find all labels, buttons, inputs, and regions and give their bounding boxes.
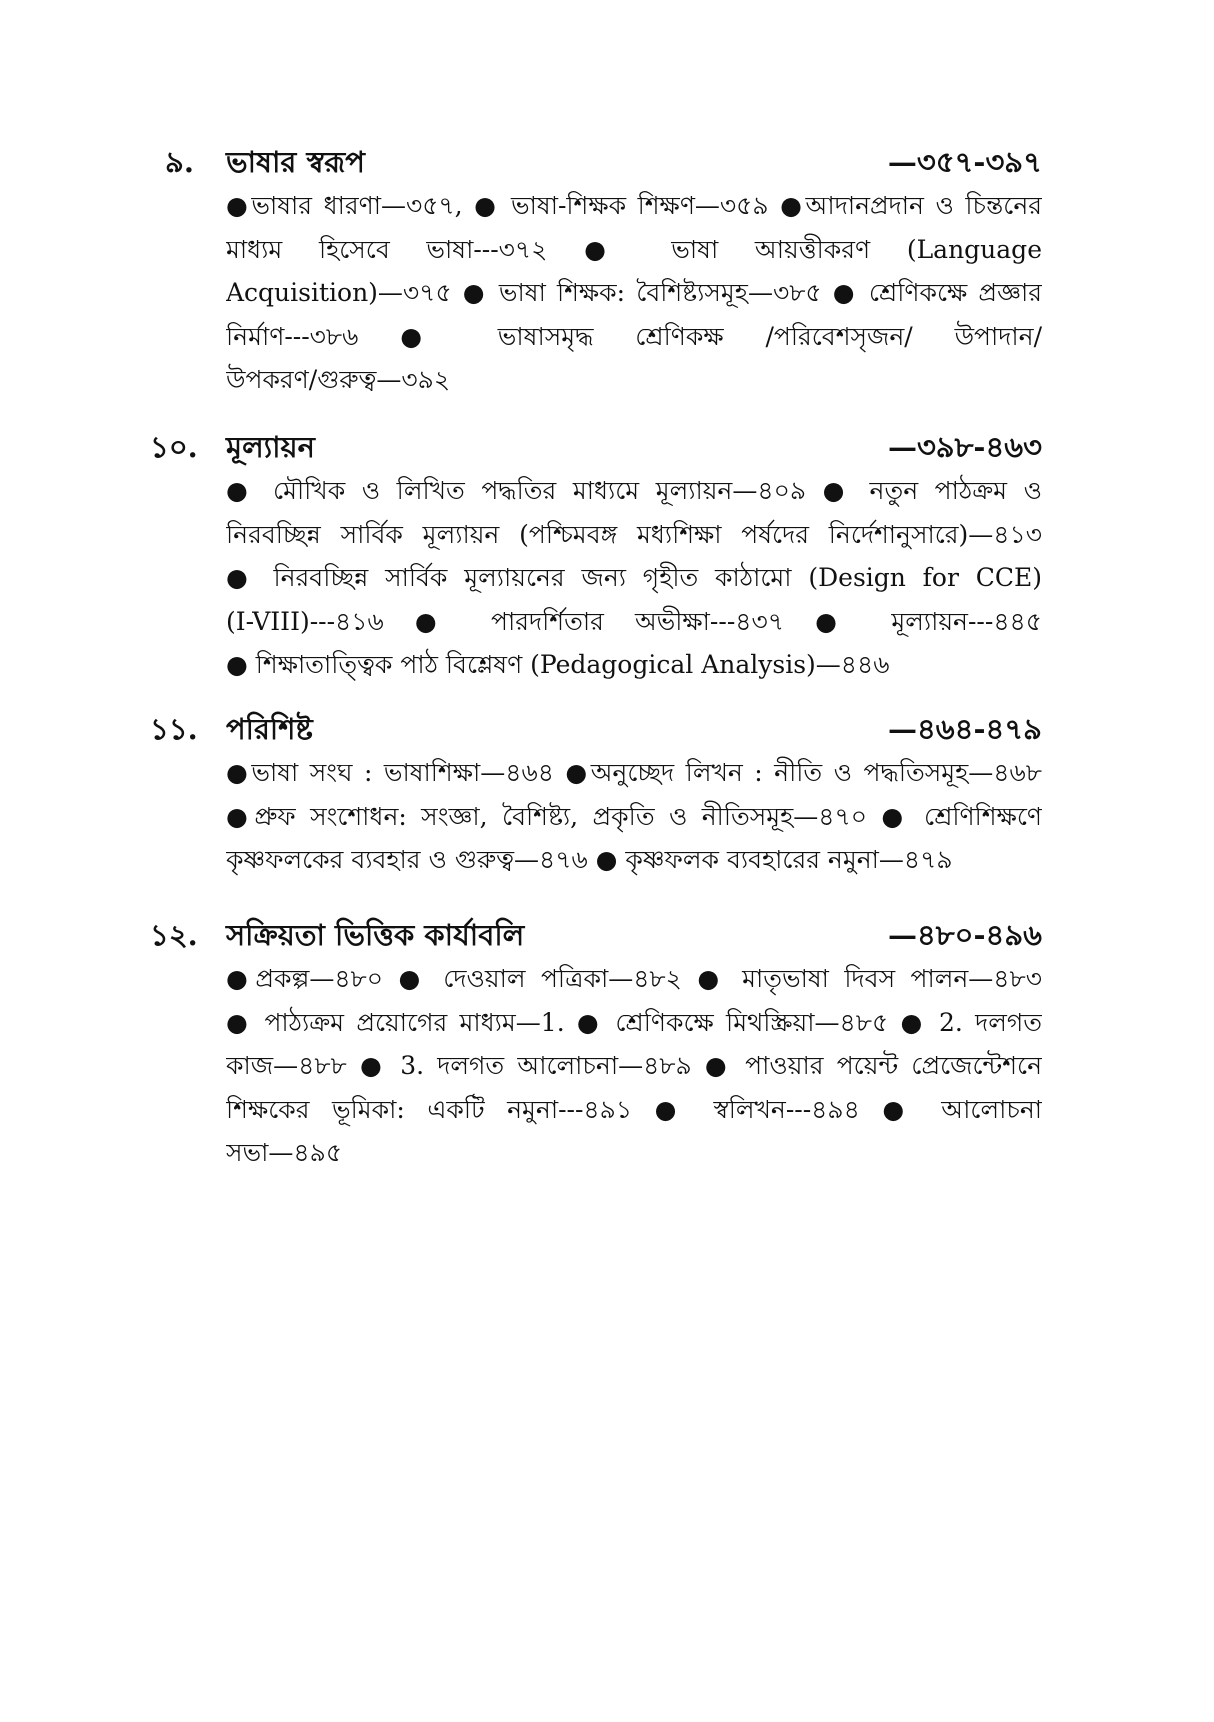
section-contents [226, 184, 1042, 402]
toc-section [0, 707, 1214, 882]
toc-section [0, 913, 1214, 1175]
contents-line: নির্মাণ---৩৮৬ ● ভাষাসমৃদ্ধ শ্রেণিকক্ষ /পরিবেশসৃজন/ উপাদান/ [226, 321, 1042, 351]
contents-line: ●প্রুফ সংশোধন: সংজ্ঞা, বৈশিষ্ট্য, প্রকৃতি ও নীতিসমূহ—৪৭০ ● শ্রেণিশিক্ষণে [226, 801, 1042, 831]
contents-line: ●ভাষার ধারণা—৩৫৭, ● ভাষা-শিক্ষক শিক্ষণ—৩৫৯ ●আদানপ্রদান ও চিন্তনের [226, 191, 1042, 220]
section-page-range: —৪৬৪-৪৭৯ [887, 712, 1042, 746]
section-title: মূল্যায়ন [226, 430, 315, 464]
section-number: ১২. [150, 918, 198, 952]
contents-line: ● পাঠ্যক্রম প্রয়োগের মাধ্যম—1. ● শ্রেণিকক্ষে মিথস্ক্রিয়া—৪৮৫ ● 2. দলগত [226, 1007, 1042, 1037]
section-number: ৯. [165, 145, 194, 179]
section-number: ১১. [150, 712, 198, 746]
contents-line: ● শিক্ষাতাত্ত্বিক পাঠ বিশ্লেষণ (Pedagogical Analysis)—৪৪৬ [226, 650, 890, 679]
section-heading [0, 913, 1214, 957]
toc-section [0, 425, 1214, 687]
section-contents [226, 957, 1042, 1175]
section-heading [0, 140, 1214, 184]
section-heading [0, 707, 1214, 751]
contents-line: সভা—৪৯৫ [226, 1138, 343, 1167]
contents-line: কৃষ্ণফলকের ব্যবহার ও গুরুত্ব—৪৭৬ ● কৃষ্ণফলক ব্যবহারের নমুনা—৪৭৯ [226, 845, 953, 874]
contents-line: নিরবচ্ছিন্ন সার্বিক মূল্যায়ন (পশ্চিমবঙ্গ মধ্যশিক্ষা পর্ষদের নির্দেশানুসারে)—৪১৩ [226, 519, 1042, 549]
contents-line: Acquisition)—৩৭৫ ● ভাষা শিক্ষক: বৈশিষ্ট্যসমূহ—৩৮৫ ● শ্রেণিকক্ষে প্রজ্ঞার [226, 278, 1042, 307]
section-title: পরিশিষ্ট [226, 712, 313, 746]
section-title: ভাষার স্বরূপ [226, 145, 365, 179]
contents-line: কাজ—৪৮৮ ● 3. দলগত আলোচনা—৪৮৯ ● পাওয়ার পয়েন্ট প্রেজেন্টেশনে [226, 1051, 1042, 1080]
section-page-range: —৪৮০-৪৯৬ [887, 918, 1042, 952]
contents-line: মাধ্যম হিসেবে ভাষা---৩৭২ ● ভাষা আয়ত্তীকরণ (Language [226, 234, 1042, 264]
contents-line: উপকরণ/গুরুত্ব—৩৯২ [226, 365, 451, 394]
contents-line: শিক্ষকের ভূমিকা: একটি নমুনা---৪৯১ ● স্বলিখন---৪৯৪ ● আলোচনা [226, 1094, 1042, 1124]
contents-line: ● মৌখিক ও লিখিত পদ্ধতির মাধ্যমে মূল্যায়ন—৪০৯ ● নতুন পাঠক্রম ও [226, 476, 1042, 505]
section-page-range: —৩৫৭-৩৯৭ [887, 145, 1042, 179]
contents-line: ●প্রকল্প—৪৮০ ● দেওয়াল পত্রিকা—৪৮২ ● মাতৃভাষা দিবস পালন—৪৮৩ [226, 964, 1042, 993]
section-page-range: —৩৯৮-৪৬৩ [887, 430, 1042, 464]
section-number: ১০. [150, 430, 198, 464]
section-heading [0, 425, 1214, 469]
section-contents [226, 751, 1042, 882]
contents-line: ● নিরবচ্ছিন্ন সার্বিক মূল্যায়নের জন্য গৃহীত কাঠামো (Design for CCE) [226, 563, 1042, 592]
contents-line: (I-VIII)---৪১৬ ● পারদর্শিতার অভীক্ষা---৪৩৭ ● মূল্যায়ন---৪৪৫ [226, 606, 1042, 636]
section-title: সক্রিয়তা ভিত্তিক কার্যাবলি [226, 918, 525, 952]
toc-section [0, 140, 1214, 402]
contents-line: ●ভাষা সংঘ : ভাষাশিক্ষা—৪৬৪ ●অনুচ্ছেদ লিখন : নীতি ও পদ্ধতিসমূহ—৪৬৮ [226, 758, 1042, 787]
section-contents [226, 469, 1042, 687]
